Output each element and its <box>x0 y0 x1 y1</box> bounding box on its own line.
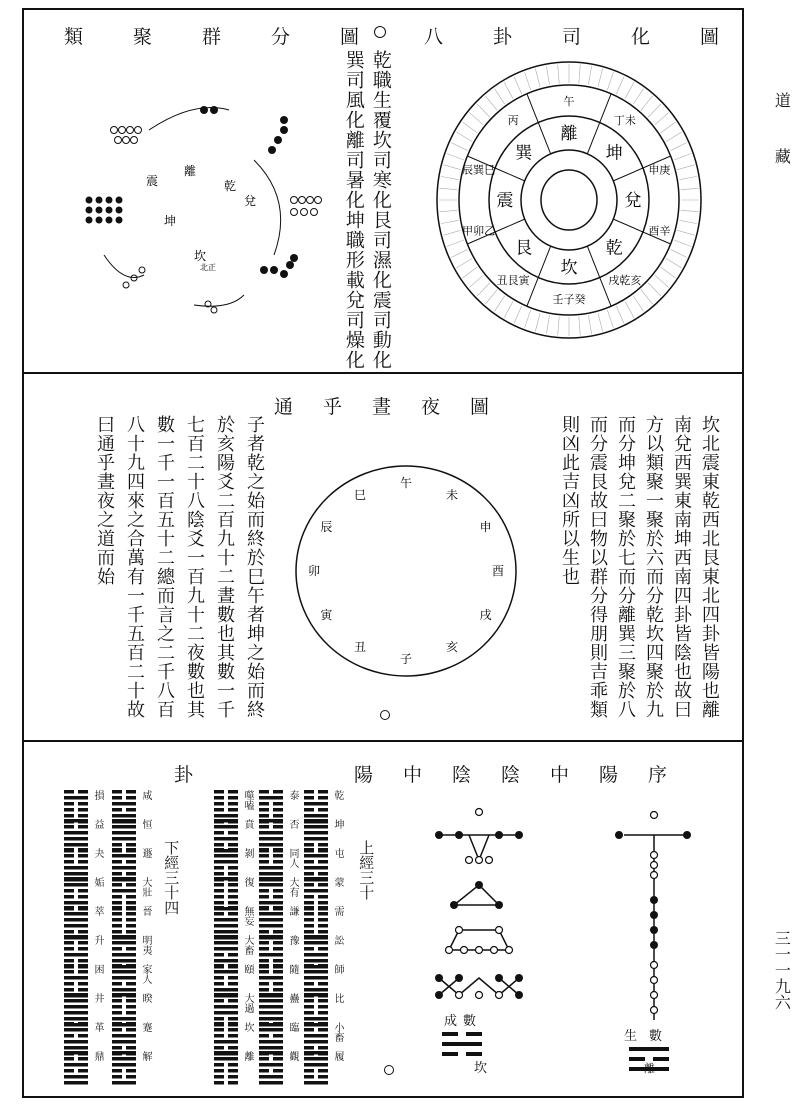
wheel-outer-tick <box>477 283 490 296</box>
hexagram-lines <box>259 1051 283 1085</box>
wheel-outer-tick <box>451 249 467 257</box>
hexagram <box>304 1051 343 1089</box>
hexagram-lines <box>64 1051 88 1085</box>
wheel-outer-tick <box>607 310 613 328</box>
wheel-outer-tick <box>485 290 497 305</box>
wheel-outer-tick <box>616 77 624 94</box>
circle-branch-label: 巳 <box>353 487 367 502</box>
wheel-outer-tick <box>441 176 459 179</box>
hexagram-name: 大畜 <box>242 935 253 955</box>
wheel-outer-tick <box>525 310 531 328</box>
wheel-outer-tick <box>443 165 460 170</box>
commentary-column: 子者乾之始而終於巳午者坤之始而終 <box>244 415 265 719</box>
hexagram-name: 比 <box>332 993 343 1003</box>
wheel-middle-label: 戌乾亥 <box>608 274 642 288</box>
hexagram-name: 困 <box>92 964 103 974</box>
wheel-outer-tick <box>451 143 467 151</box>
wheel-outer-tick <box>633 296 643 312</box>
commentary-column: 七百二十八陰爻一百九十二夜數也其 <box>184 415 205 719</box>
wheel-outer-tick <box>674 153 691 159</box>
wheel-outer-tick <box>546 66 549 85</box>
svg-text:坤: 坤 <box>164 214 177 228</box>
text-column-1: 乾職生覆坎司寒化艮司濕化震司動化 <box>369 50 392 370</box>
divider-1 <box>24 372 742 374</box>
margin-daozang: 道藏 <box>772 92 792 204</box>
wheel-outer-tick <box>504 82 513 98</box>
hexagram-name: 升 <box>92 935 103 945</box>
hexagram-name: 復 <box>242 877 253 887</box>
wheel-outer-tick <box>661 122 676 133</box>
section-marker <box>374 26 386 38</box>
commentary-column: 南兌西巽東南坤西南四卦皆陰也故曰 <box>671 415 692 719</box>
wheel-outer-tick <box>525 72 531 90</box>
wheel-outer-tick <box>625 301 634 317</box>
hexagram-name: 大壯 <box>140 877 151 897</box>
hexagram <box>112 1051 151 1089</box>
commentary-left <box>74 415 264 735</box>
hexagram-name: 觀 <box>287 1051 298 1061</box>
commentary-column: 曰通乎晝夜之道而始 <box>94 415 115 586</box>
hexagram-name: 咸 <box>140 790 151 800</box>
circle-branch-label: 卯 <box>307 564 321 578</box>
wheel-outer-tick <box>469 275 483 287</box>
wheel-outer-tick <box>679 220 697 223</box>
hexagram-name: 同人 <box>287 848 298 868</box>
hexagram-name: 師 <box>332 964 343 974</box>
hexagram-name: 大有 <box>287 877 298 897</box>
hexagram-name: 夬 <box>92 848 103 858</box>
hexagram-name: 否 <box>287 819 298 829</box>
hexagram-name: 泰 <box>287 790 298 800</box>
zhouye-circle <box>286 455 531 685</box>
wheel-outer-tick <box>633 89 643 105</box>
wheel-outer-tick <box>677 165 694 170</box>
hexagram-name: 小畜 <box>332 1022 343 1042</box>
wheel-inner-trigram: 坤 <box>605 143 623 164</box>
wheel-outer-tick <box>439 210 457 212</box>
wheel-middle-label: 壬子癸 <box>552 293 586 306</box>
wheel-outer-tick <box>439 188 457 190</box>
hexagram-name: 蹇 <box>140 1022 151 1032</box>
hexagram-name: 鼎 <box>92 1051 103 1061</box>
label-lower-canon: 下經三十四 <box>162 840 181 915</box>
wheel-outer-tick <box>477 104 490 117</box>
hexagram-name: 屯 <box>332 848 343 858</box>
kan-trigram <box>442 1030 482 1060</box>
wheel-outer-tick <box>456 132 472 142</box>
hexagram-name: 損 <box>92 790 103 800</box>
wheel-outer-tick <box>558 317 560 336</box>
wheel-outer-tick <box>588 315 591 334</box>
commentary-column: 數一千一百五十二總而言之二千八百 <box>154 415 175 719</box>
wheel-inner-trigram: 兌 <box>624 191 642 211</box>
wheel-outer-tick <box>671 143 687 151</box>
hexagram-name: 井 <box>92 993 103 1003</box>
hexagram-lines <box>304 1051 328 1085</box>
svg-text:北正: 北正 <box>200 263 216 272</box>
wheel-outer-tick <box>579 317 581 336</box>
divider-2 <box>24 740 742 742</box>
wheel-middle-label: 甲卯乙 <box>462 224 496 238</box>
wheel-outer-tick <box>588 66 591 85</box>
hexagram-name: 晉 <box>140 906 151 916</box>
title-yin-yang-order: 陽中陰陰中陽序 <box>354 764 698 786</box>
label-cheng-shu: 成數 <box>444 1014 483 1029</box>
wheel-outer-tick <box>456 259 472 269</box>
hexagram-name: 睽 <box>140 993 151 1003</box>
hexagram-name: 隨 <box>287 964 298 974</box>
circle-branch-label: 寅 <box>320 608 333 622</box>
bottom-marker <box>384 1065 394 1075</box>
hexagram-name: 家人 <box>140 964 151 984</box>
title-gua: 卦 <box>174 764 194 786</box>
wheel-outer-tick <box>504 301 513 317</box>
hexagram-name: 遯 <box>140 848 151 858</box>
wheel-inner-trigram: 乾 <box>605 238 623 259</box>
hexagram-name: 坎 <box>242 1022 253 1032</box>
text-column-2: 巽司風化離司暑化坤職形載兌司燥化 <box>342 50 365 370</box>
wheel-inner-trigram: 艮 <box>515 238 533 259</box>
wheel-middle-label: 午 <box>563 95 575 108</box>
hexagram-name: 大過 <box>242 993 253 1013</box>
wheel-middle-label: 辰巽巳 <box>462 163 496 177</box>
title-bagua-sihua: 八卦司化圖 <box>424 26 770 48</box>
hexagram <box>214 1051 253 1089</box>
wheel-outer-tick <box>535 313 540 331</box>
hexagram-name: 萃 <box>92 906 103 916</box>
hexagram-name: 益 <box>92 819 103 829</box>
hexagram-name: 無妄 <box>242 906 253 926</box>
wheel-inner-trigram: 坎 <box>560 258 578 278</box>
hexagram <box>259 1051 298 1089</box>
title-tonghu-zhouye: 通乎晝夜圖 <box>274 396 520 418</box>
circle-branch-label: 午 <box>399 476 413 490</box>
commentary-column: 方以類聚一聚於六而分乾坎四聚於九 <box>643 415 664 719</box>
circle-branch-label: 辰 <box>320 520 333 534</box>
hexagram-name: 乾 <box>332 790 343 800</box>
wheel-outer-tick <box>579 65 581 84</box>
wheel-outer-tick <box>441 220 459 223</box>
wheel-outer-tick <box>681 188 699 190</box>
circle-branch-label: 子 <box>399 652 413 666</box>
hexagrams-lower <box>64 790 159 1080</box>
wheel-inner-trigram: 震 <box>496 191 514 211</box>
commentary-column: 坎北震東乾西北艮東北四卦皆陽也離 <box>699 415 720 719</box>
wheel-middle-label: 丙 <box>507 113 519 127</box>
hexagram-name: 豫 <box>287 935 298 945</box>
hexagram-name: 賁 <box>242 819 253 829</box>
circle-branch-label: 亥 <box>445 640 459 655</box>
wheel-outer-tick <box>607 72 613 90</box>
wheel-outer-tick <box>674 240 691 246</box>
hexagram-name: 需 <box>332 906 343 916</box>
circle-branch-label: 申 <box>479 520 492 534</box>
wheel-outer-tick <box>598 313 603 331</box>
wheel-outer-tick <box>598 69 603 87</box>
hexagram-name: 蒙 <box>332 877 343 887</box>
label-kan: 坎 <box>474 1061 488 1076</box>
leiju-qunfen-diagram <box>54 80 334 350</box>
wheel-outer-tick <box>535 69 540 87</box>
wheel-inner-trigram: 離 <box>560 124 578 144</box>
commentary-column: 而分坤兌二聚於七而分離巽三聚於八 <box>615 415 636 719</box>
wheel-outer-tick <box>616 306 624 323</box>
commentary-column: 八十九四來之合萬有一千五百二十故 <box>124 415 145 719</box>
hexagram-name: 姤 <box>92 877 103 887</box>
title-leiju-qunfen: 類聚群分圖 <box>64 26 410 48</box>
wheel-outer-tick <box>558 65 560 84</box>
hexagram-lines <box>112 1051 136 1085</box>
hexagram-name: 蠱 <box>287 993 298 1003</box>
hexagram-name: 明夷 <box>140 935 151 955</box>
hexagram-name: 坤 <box>332 819 343 829</box>
hexagram-name: 剝 <box>242 848 253 858</box>
hexagram-name: 離 <box>242 1051 253 1061</box>
hexagram-name: 謙 <box>287 906 298 916</box>
wheel-outer-tick <box>447 153 464 159</box>
wheel-outer-tick <box>447 240 464 246</box>
wheel-outer-tick <box>443 230 460 235</box>
svg-text:兌: 兌 <box>244 194 257 208</box>
hexagram-name: 臨 <box>287 1022 298 1032</box>
wheel-outer-tick <box>655 113 669 125</box>
wheel-outer-tick <box>655 275 669 287</box>
wheel-inner-trigram: 巽 <box>515 143 533 164</box>
wheel-outer-tick <box>679 176 697 179</box>
hexagrams-upper <box>214 790 349 1080</box>
svg-text:乾: 乾 <box>224 179 237 193</box>
margin-page-number: 三一一九六 <box>772 930 792 1010</box>
wheel-outer-tick <box>666 259 682 269</box>
wheel-outer-tick <box>681 210 699 212</box>
wheel-outer-tick <box>546 315 549 334</box>
hexagram-name: 革 <box>92 1022 103 1032</box>
wheel-outer-tick <box>463 122 478 133</box>
hexagram-name: 訟 <box>332 935 343 945</box>
hexagram-name: 噬嗑 <box>242 790 253 810</box>
wheel-outer-tick <box>648 283 661 296</box>
label-li: 離 <box>644 1062 655 1075</box>
wheel-middle-label: 丑艮寅 <box>496 274 530 288</box>
hexagram-name: 解 <box>140 1051 151 1061</box>
circle-branch-label: 戌 <box>479 608 492 622</box>
wheel-middle-label: 申庚 <box>648 163 671 177</box>
circle-branch-label: 未 <box>445 487 459 502</box>
wheel-outer-tick <box>469 113 483 125</box>
wheel-outer-tick <box>648 104 661 117</box>
wheel-outer-tick <box>494 296 504 312</box>
wheel-outer-tick <box>625 82 634 98</box>
bagua-wheel <box>432 55 707 345</box>
hexagram-name: 頤 <box>242 964 253 974</box>
wheel-outer-tick <box>661 267 676 278</box>
hexagram-name: 恒 <box>140 819 151 829</box>
wheel-outer-tick <box>494 89 504 105</box>
wheel-outer-tick <box>641 290 653 305</box>
circle-branch-label: 酉 <box>491 564 505 578</box>
wheel-outer-tick <box>463 267 478 278</box>
label-sheng-shu: 生數 <box>624 1029 675 1044</box>
wheel-outer-tick <box>666 132 682 142</box>
hexagram-name: 履 <box>332 1051 343 1061</box>
page-frame <box>22 8 770 1098</box>
commentary-column: 則凶此吉凶所以生也 <box>559 415 580 586</box>
wheel-outer-tick <box>514 77 522 94</box>
wheel-middle-label: 酉辛 <box>648 224 671 238</box>
wheel-outer-tick <box>677 230 694 235</box>
wheel-outer-tick <box>671 249 687 257</box>
commentary-column: 於亥陽爻二百九十二晝數也其數一千 <box>214 415 235 719</box>
commentary-column: 而分震艮故曰物以群分得朋則吉乖類 <box>587 415 608 719</box>
wheel-outer-tick <box>641 96 653 111</box>
wheel-outer-tick <box>514 306 522 323</box>
commentary-right <box>549 415 719 735</box>
hexagram-lines <box>214 1051 238 1085</box>
hexagram <box>64 1051 103 1089</box>
circle-branch-label: 丑 <box>353 640 367 655</box>
svg-text:離: 離 <box>184 164 197 178</box>
svg-text:震: 震 <box>146 174 159 188</box>
wheel-outer-tick <box>485 96 497 111</box>
circle-marker <box>380 710 390 720</box>
svg-text:坎: 坎 <box>194 249 207 263</box>
label-upper-canon: 上經三十 <box>357 840 376 900</box>
wheel-middle-label: 丁未 <box>613 113 636 127</box>
